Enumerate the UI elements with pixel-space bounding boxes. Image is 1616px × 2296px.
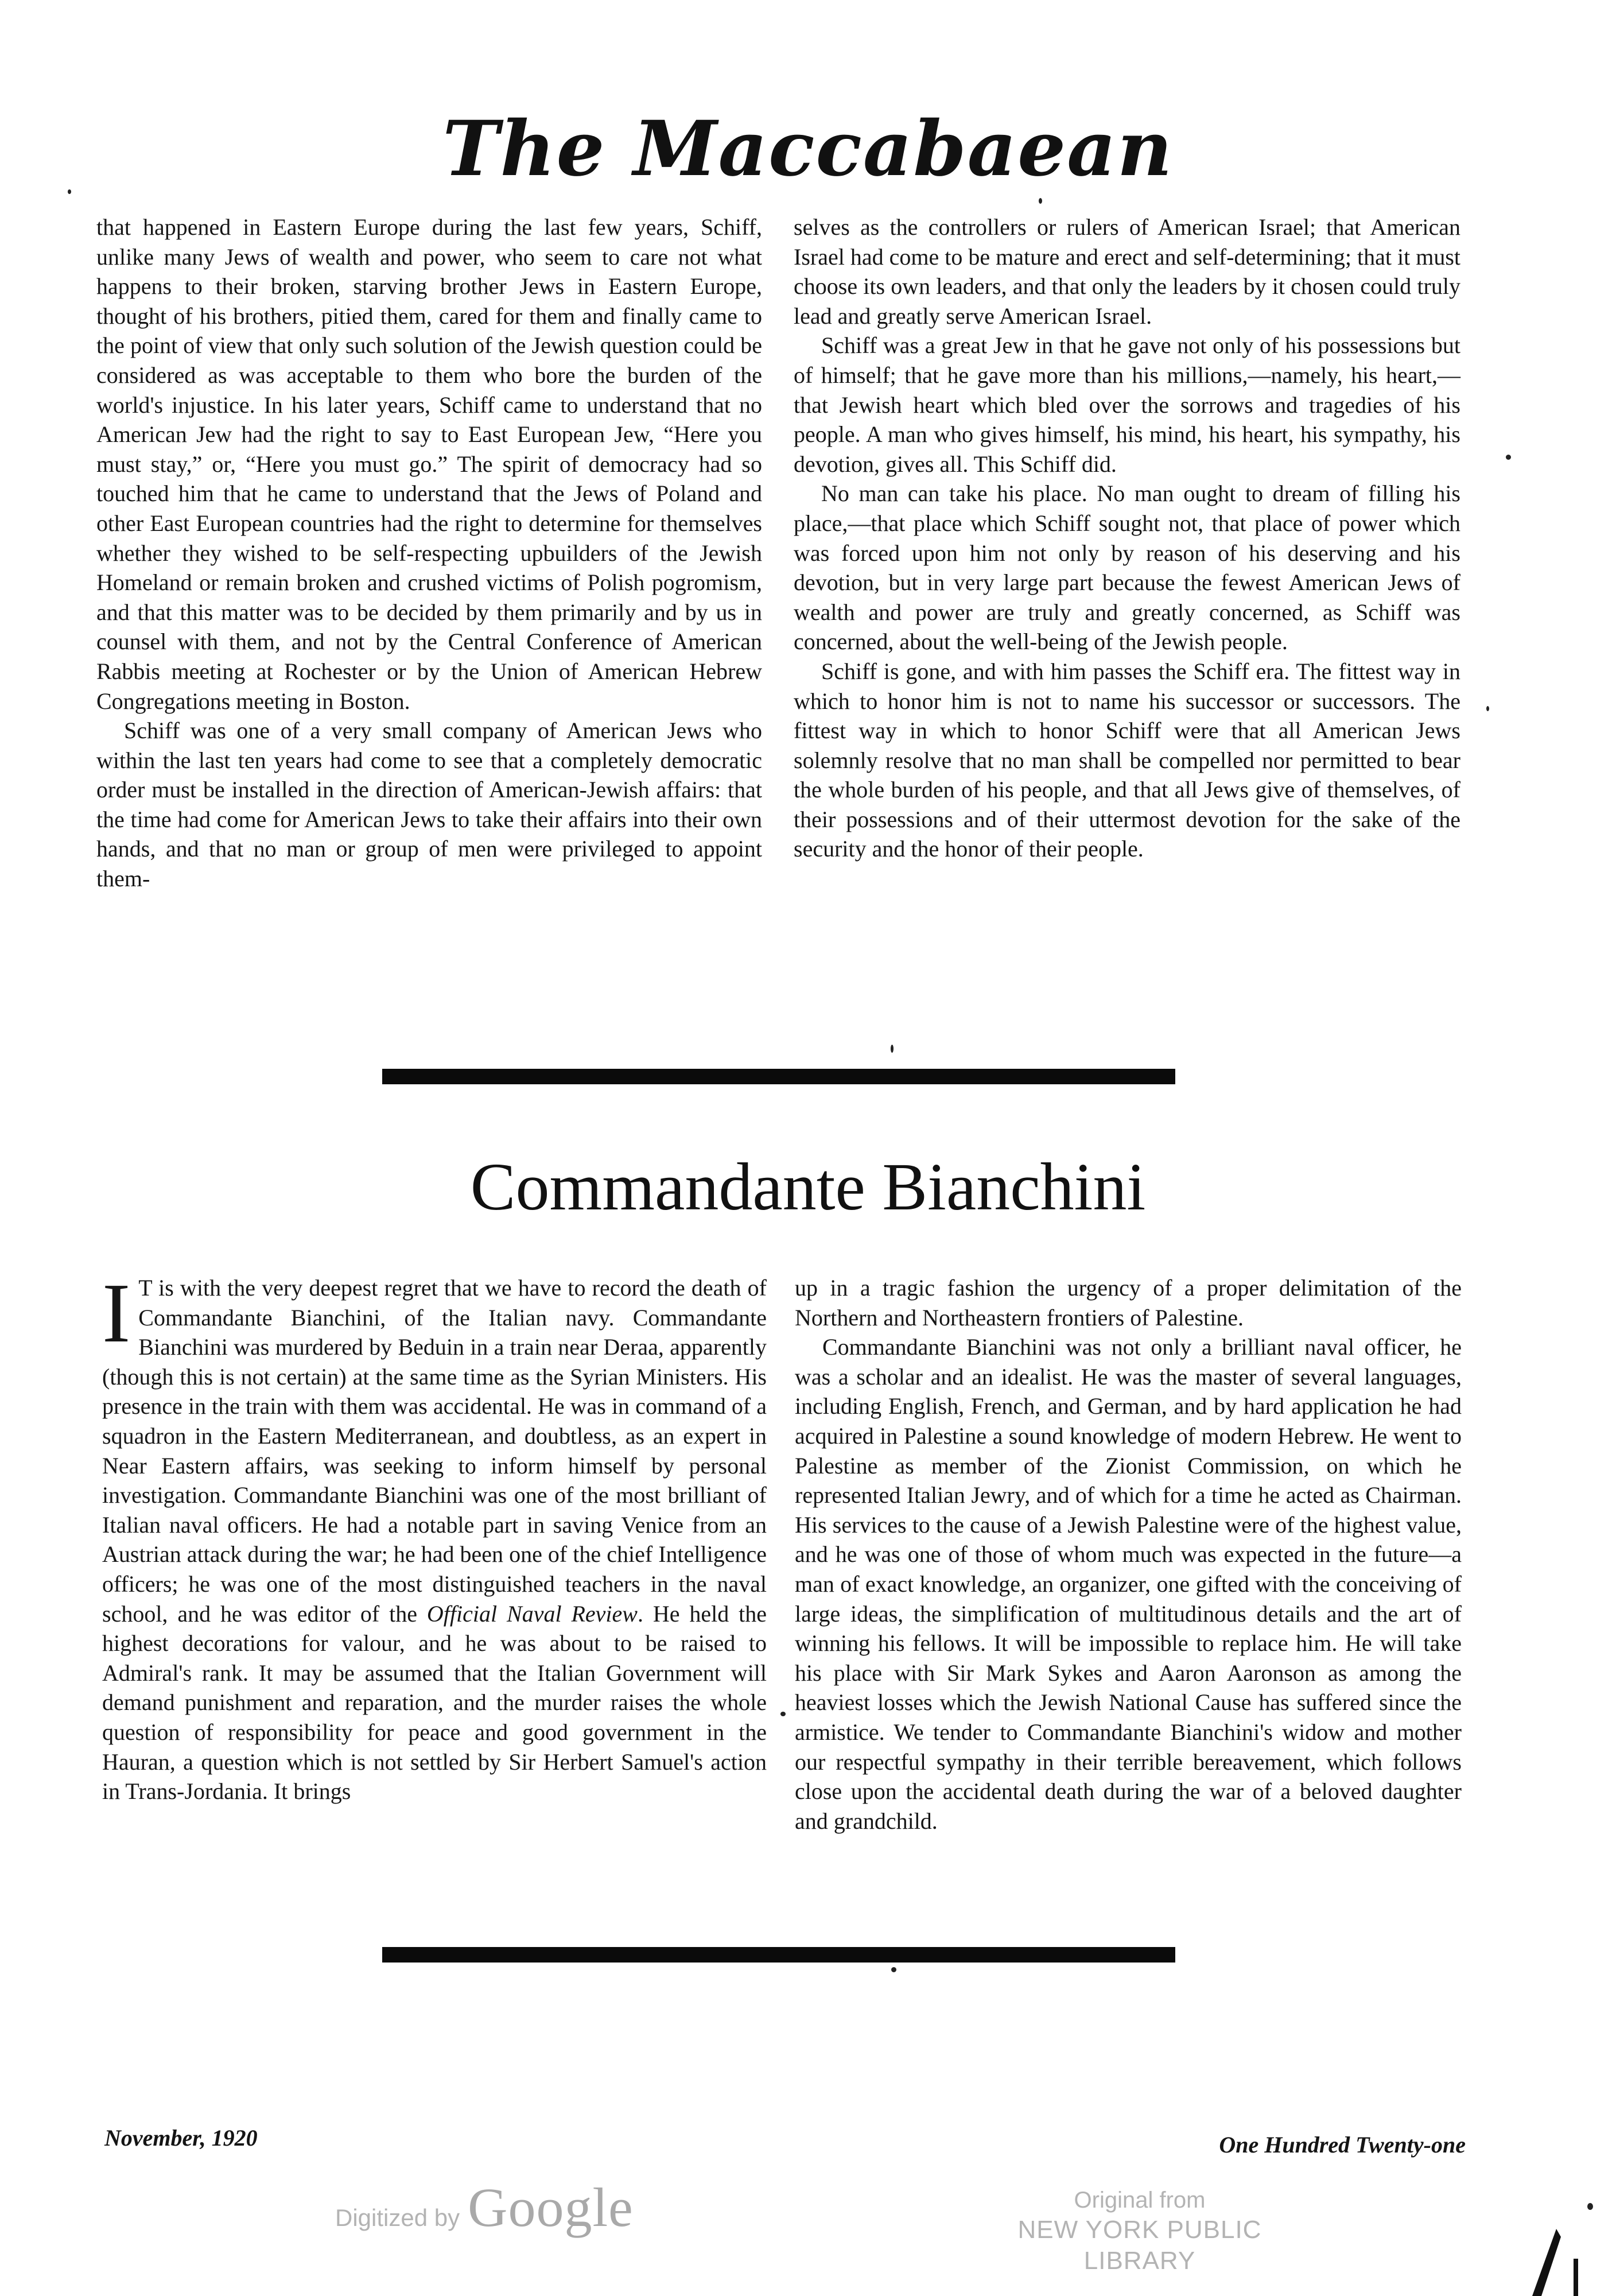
print-speck — [1587, 2203, 1593, 2210]
bianchini-article-right-column — [795, 1273, 1462, 1836]
page-edge-mark — [1521, 2224, 1590, 2296]
schiff-article-left-column — [96, 212, 762, 894]
print-speck — [891, 1967, 896, 1972]
bianchini-text: . He held the highest decorations for valour, and he was about to be raised to Admiral's rank. It may be assumed that the Italian Government will demand punishment and reparation, and the murder raises the whole question of responsibility for peace and good government in the Hauran, a question which is not settled by Sir Herbert Samuel's action in Trans-Jordania. It brings — [102, 1600, 767, 1805]
end-divider-rule — [382, 1947, 1175, 1963]
library-name: NEW YORK PUBLIC LIBRARY — [1017, 2216, 1262, 2275]
schiff-paragraph: Schiff was a great Jew in that he gave not only of his possessions but of himself; that he gave more than his millions,—namely, his heart,—that Jewish heart which bled over the sorrows and tragedies of his people. A man who gives himself, his mind, his heart, his sympathy, his devotion, gives all. This Schiff did. — [794, 332, 1460, 477]
bianchini-paragraph: Commandante Bianchini was not only a brilliant naval officer, he was a scholar and an idealist. He was the master of several languages, including English, French, and German, and by hard application he had acquired in Palestine a sound knowledge of modern Hebrew. He went to Palestine as member of the Zionist Commission, on which he represented Italian Jewry, and of which for a time he acted as Chairman. His services to the cause of a Jewish Palestine were of the highest value, and he was one of those of whom much was expected in the future—a man of exact knowledge, an organizer, one gifted with the conceiving of large ideas, the simplification of multitudinous details and the art of winning his fellows. It will be impossible to replace him. He will take his place with Sir Mark Sykes and Aaron Aaronson as among the heaviest losses which the Jewish National Cause has suffered since the armistice. We tender to Commandante Bianchini's widow and mother our respectful sympathy in their terrible bereavement, which follows close upon the accidental death during the war of a beloved daughter and grandchild. — [795, 1334, 1462, 1834]
schiff-article-right-column — [794, 212, 1460, 864]
bianchini-paragraph: up in a tragic fashion the urgency of a proper delimitation of the Northern and Northeastern frontiers of Palestine. — [795, 1275, 1462, 1331]
print-speck — [1039, 198, 1042, 204]
digitized-by-text: Digitized by — [335, 2204, 460, 2231]
article-title: Commandante Bianchini — [470, 1149, 1146, 1224]
schiff-paragraph: selves as the controllers or rulers of American Israel; that American Israel had come to be mature and erect and self-determining; that it must choose its own leaders, and that only the leaders by it chosen could truly lead and greatly serve American Israel. — [794, 214, 1460, 329]
google-logo: Google — [468, 2177, 634, 2238]
issue-date: November, 1920 — [104, 2125, 258, 2151]
print-speck — [891, 1045, 894, 1053]
schiff-paragraph: No man can take his place. No man ought to dream of filling his place,—that place which Schiff sought not, that place of power which was forced upon him not only by reason of his deserving and his devotion, but in very large part because the fewest American Jews of wealth and power are truly and greatly concerned, as Schiff was concerned, about the well-being of the Jewish people. — [794, 480, 1460, 655]
schiff-paragraph: Schiff is gone, and with him passes the Schiff era. The fittest way in which to honor him is not to name his successor or successors. The fittest way in which to honor Schiff were that all American Jews solemnly resolve that no man shall be compelled nor permitted to bear the whole burden of his people, and that all Jews give of themselves, of their possessions and of their uttermost devotion for the sake of the security and the honor of their people. — [794, 658, 1460, 862]
bianchini-text: T is with the very deepest regret that we have to record the death of Commandante Bianchini, of the Italian navy. Commandante Bianchini was murdered by Beduin in a train near Deraa, apparently (though this is not certain) at the same time as the Syrian Ministers. His presence in the train with them was accidental. He was in command of a squadron in the Eastern Mediterranean, and doubtless, as an expert in Near Eastern affairs, was seeking to inform himself by personal investigation. Commandante Bianchini was one of the most brilliant of Italian naval officers. He had a notable part in saving Venice from an Austrian attack during the war; he had been one of the chief Intelligence officers; he was one of the most distinguished teachers in the naval school, and he was editor of the — [102, 1275, 767, 1627]
print-speck — [780, 1712, 786, 1716]
digitized-by-watermark — [335, 2175, 634, 2244]
original-from-text: Original from — [1074, 2188, 1206, 2213]
bianchini-article-left-column — [102, 1266, 767, 1806]
masthead-title: The Maccabaean — [442, 104, 1174, 193]
print-speck — [68, 189, 71, 194]
drop-cap: I — [102, 1266, 131, 1360]
page-number: One Hundred Twenty-one — [1219, 2132, 1466, 2158]
bianchini-paragraph — [102, 1266, 767, 1806]
schiff-paragraph: that happened in Eastern Europe during the last few years, Schiff, unlike many Jews of wealth and power, who seem to care not what happens to their broken, starving brother Jews in Eastern Europe, thought of his brothers, pitied them, cared for them and finally came to the point of view that only such solution of the Jewish question could be considered as was acceptable to them who bore the burden of the world's injustice. In his later years, Schiff came to understand that no American Jew had the right to say to East European Jew, “Here you must stay,” or, “Here you must go.” The spirit of democracy had so touched him that he came to understand that the Jews of Poland and other East European countries had the right to determine for themselves whether they wished to be self-respecting upbuilders of the Jewish Homeland or remain broken and crushed victims of Polish pogromism, and that this matter was to be decided by them primarily and by us in counsel with them, and not by the Central Conference of American Rabbis meeting at Rochester or by the Union of American Hebrew Congregations meeting in Boston. — [96, 214, 762, 714]
schiff-paragraph: Schiff was one of a very small company of American Jews who within the last ten years had come to see that a completely democratic order must be installed in the direction of American-Jewish affairs: that the time had come for American Jews to take their affairs into their own hands, and that no man or group of men were privileged to appoint them- — [96, 718, 762, 892]
section-divider-rule — [382, 1069, 1175, 1084]
print-speck — [1506, 455, 1511, 460]
library-watermark — [968, 2186, 1312, 2276]
publication-name: Official Naval Review — [426, 1600, 638, 1627]
print-speck — [1486, 706, 1489, 711]
